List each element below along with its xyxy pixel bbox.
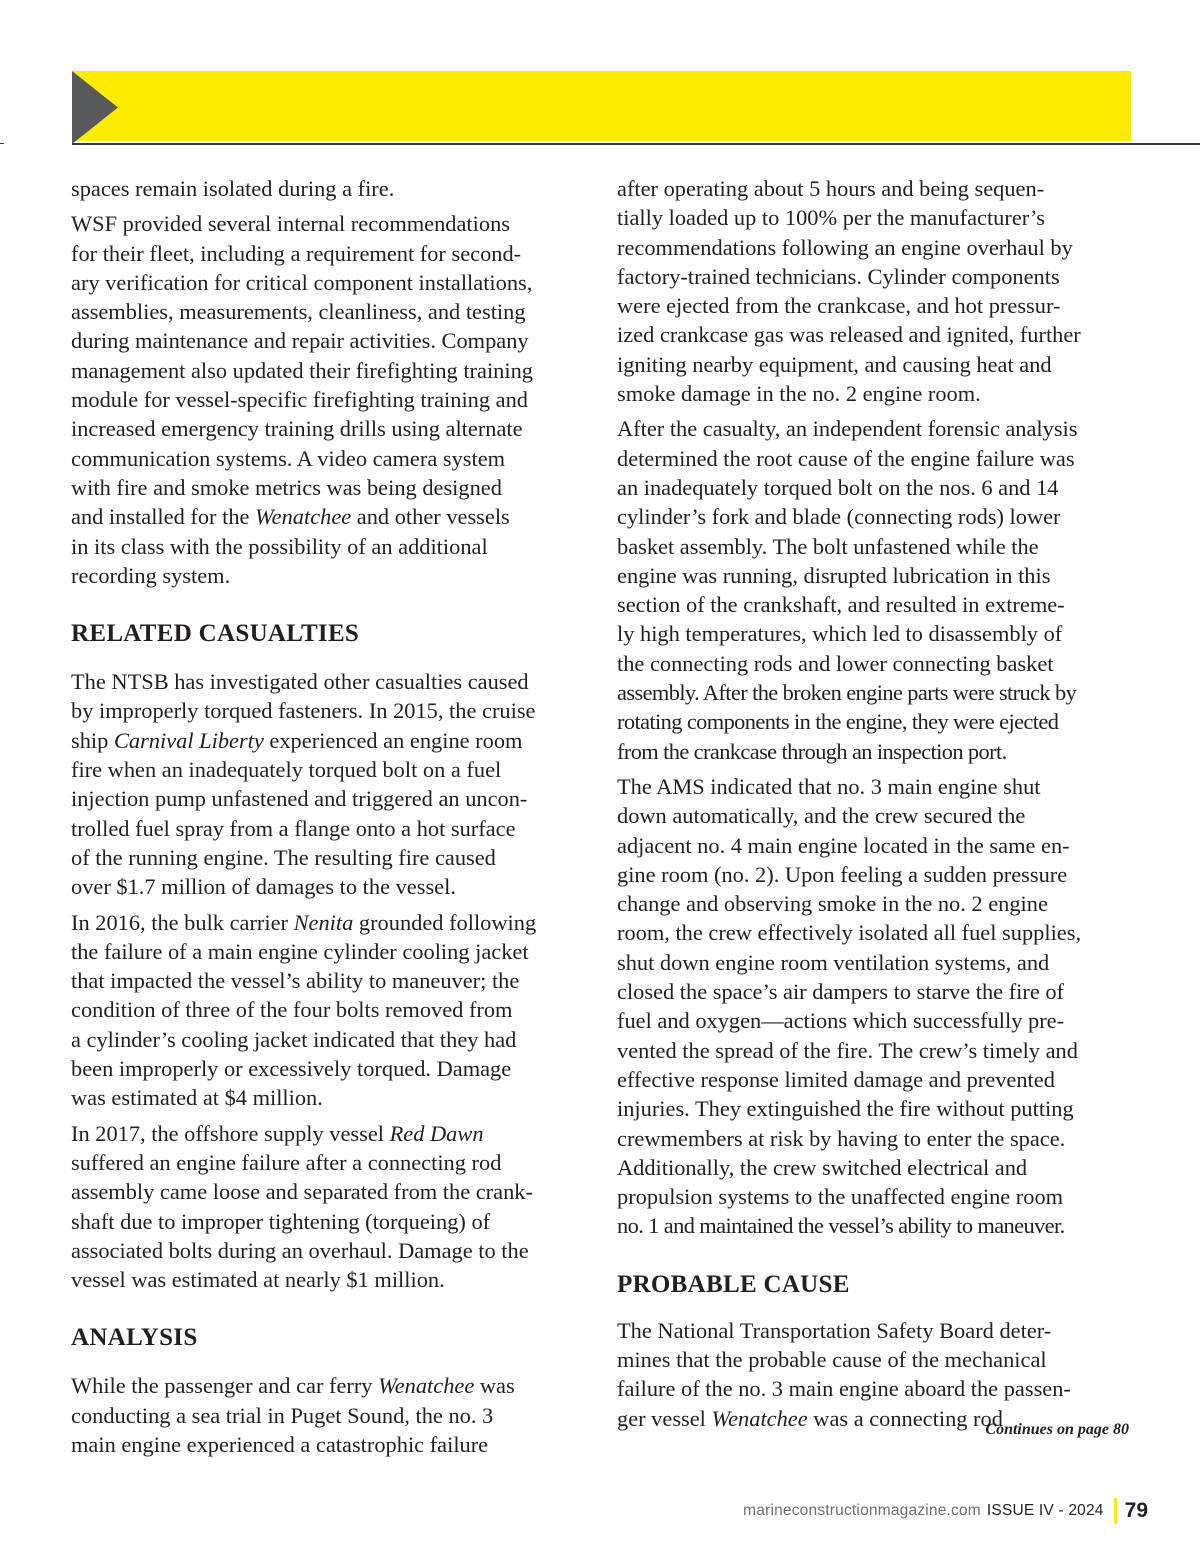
footer-separator <box>1114 1498 1117 1524</box>
vessel-name: Wenatchee <box>378 1373 475 1399</box>
paragraph: In 2017, the offshore supply vessel Red Dawn suffered an engine failure after a connecting rod assembly came loose and separated from the crank- shaft due to improper tightening (torqueing) of associated bolts during an overhaul. Damage to the vessel was estimated at nearly $1 million. <box>71 1120 533 1293</box>
paragraph: WSF provided several internal recommendations for their fleet, including a requirement for second- ary verification for critical component installations, assemblies, measurements, cleanliness, and testing during maintenance and repair activities. Company management also updated their firefighting training module for vessel-specific firefighting training and increased emergency training drills using alternate communication systems. A video camera system with fire and smoke metrics was being designed and installed for the Wenatchee and other vessels in its class with the possibility of an additional recording system. <box>71 211 533 588</box>
paragraph: after operating about 5 hours and being sequen- tially loaded up to 100% per the manufacturer’s recommendations following an engine overhaul by factory-trained technicians. Cylinder components were ejected from the crankcase, and hot pressur- ized crankcase gas was released and ignited, further igniting nearby equipment, and causing heat and smoke damage in the no. 2 engine room. <box>617 176 1081 407</box>
vessel-name: Nenita <box>293 909 354 935</box>
paragraph: In 2016, the bulk carrier Nenita grounded following the failure of a main engine cylinder cooling jacket that impacted the vessel’s ability to maneuver; the condition of three of the four bolts removed from a cylinder’s cooling jacket indicated that they had been improperly or excessively torqued. Damage was estimated at $4 million. <box>71 909 537 1111</box>
left-column <box>71 174 586 1465</box>
arrow-shape <box>72 71 118 144</box>
continues-note: Continues on page 80 <box>985 1421 1129 1438</box>
triangle-arrow-icon <box>72 71 118 144</box>
header-banner <box>72 71 1131 141</box>
section-heading-probable-cause: PROBABLE CAUSE <box>617 1270 850 1298</box>
footer-site-link[interactable]: marineconstructionmagazine.com <box>743 1502 981 1519</box>
paragraph: While the passenger and car ferry Wenatchee was conducting a sea trial in Puget Sound, the no. 3 main engine experienced a catastrophic failure <box>71 1373 515 1457</box>
paragraph: The AMS indicated that no. 3 main engine shut down automatically, and the crew secured the adjacent no. 4 main engine located in the same en- gine room (no. 2). Upon feeling a sudden pressure change and observing smoke in the no. 2 engine room, the crew effectively isolated all fuel supplies, shut down engine room ventilation systems, and closed the space’s air dampers to starve the fire of fuel and oxygen—actions which successfully pre- vented the spread of the fire. The crew’s timely and effective response limited damage and prevented injuries. They extinguished the fire without putting crewmembers at risk by having to enter the space. Additionally, the crew switched electrical and propulsion systems to the unaffected engine room no. 1 and maintained the vessel’s ability to maneuver. <box>617 773 1082 1239</box>
paragraph: The National Transportation Safety Board deter- mines that the probable cause of the mechanical failure of the no. 3 main engine aboard the passen- ger vessel Wenatchee was a connecting rod <box>617 1317 1071 1431</box>
page-footer <box>743 1496 1148 1526</box>
vessel-name: Red Dawn <box>389 1120 484 1146</box>
vessel-name: Wenatchee <box>255 504 352 530</box>
footer-issue: ISSUE IV - 2024 <box>986 1502 1104 1519</box>
right-column <box>617 174 1132 1439</box>
vessel-name: Wenatchee <box>711 1405 808 1431</box>
section-heading-analysis: ANALYSIS <box>71 1324 198 1352</box>
page-number: 79 <box>1124 1499 1148 1522</box>
paragraph: spaces remain isolated during a fire. <box>71 176 395 201</box>
paragraph: After the casualty, an independent forensic analysis determined the root cause of the engine failure was an inadequately torqued bolt on the nos. 6 and 14 cylinder’s fork and blade (connecting rods) lower basket assembly. The bolt unfastened while the engine was running, disrupted lubrication in this section of the crankshaft, and resulted in extreme- ly high temperatures, which led to disassembly of the connecting rods and lower connecting basket assembly. After the broken engine parts were struck by rotating components in the engine, they were ejected from the crankcase through an inspection port. <box>617 416 1078 764</box>
header-rule <box>72 143 1200 145</box>
paragraph: The NTSB has investigated other casualties caused by improperly torqued fasteners. In 2015, the cruise ship Carnival Liberty experienced an engine room fire when an inadequately torqued bolt on a fuel injection pump unfastened and triggered an uncon- trolled fuel spray from a flange onto a hot surface of the running engine. The resulting fire caused over $1.7 million of damages to the vessel. <box>71 669 536 900</box>
vessel-name: Carnival Liberty <box>113 727 264 753</box>
crop-mark <box>0 143 4 144</box>
section-heading-related-casualties: RELATED CASUALTIES <box>71 620 360 648</box>
